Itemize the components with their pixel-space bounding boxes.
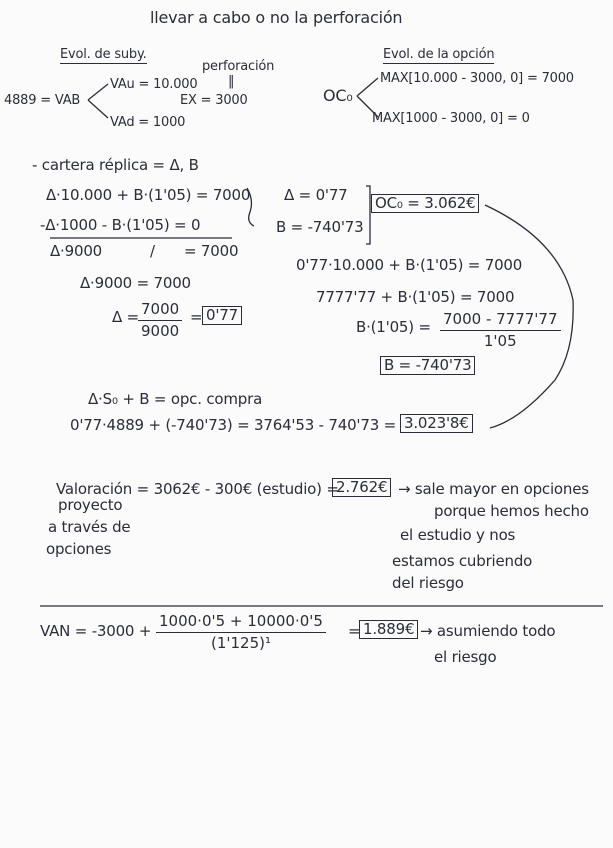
van-denominator: (1'125)¹ (210, 634, 271, 652)
delta-calc-lhs: Δ = (112, 308, 139, 326)
right-calc-numerator: 7000 - 7777'77 (440, 312, 561, 331)
valoracion-note-4: del riesgo (392, 574, 464, 592)
delta-calc-fraction (138, 302, 182, 339)
tree-left-root: 4889 = VAB (4, 93, 81, 108)
tree-left-down: VAd = 1000 (110, 115, 186, 130)
equation-1: Δ·10.000 + B·(1'05) = 7000 (46, 186, 251, 204)
delta-calc-line-1: Δ·9000 = 7000 (80, 274, 191, 292)
valoracion-left-2: a través de (48, 518, 131, 536)
cartera-replica: - cartera réplica = Δ, B (32, 156, 199, 174)
equation-3-left: Δ·9000 (50, 242, 103, 260)
right-calc-denominator: 1'05 (483, 332, 517, 350)
equation-3-slash: / (150, 242, 155, 260)
van-arrow-note: → asumiendo todo (420, 622, 556, 640)
right-calc-line-2: 7777'77 + B·(1'05) = 7000 (316, 288, 515, 306)
van-eq: = (348, 622, 361, 640)
right-header: Evol. de la opción (383, 47, 495, 62)
van-numerator: 1000·0'5 + 10000·0'5 (156, 614, 326, 633)
b-result-box: B = -740'73 (380, 356, 475, 375)
valoracion-note-2: el estudio y nos (400, 526, 516, 544)
tree-left-up: VAu = 10.000 (110, 77, 198, 92)
equation-2: -Δ·1000 - B·(1'05) = 0 (40, 216, 201, 234)
delta-calc-result-box: 0'77 (202, 306, 242, 325)
tree-right-up: MAX[10.000 - 3000, 0] = 7000 (380, 71, 574, 86)
equation-3-right: = 7000 (184, 242, 239, 260)
oc0-result-box: OC₀ = 3.062€ (371, 194, 479, 213)
valoracion-line: Valoración = 3062€ - 300€ (estudio) = (56, 480, 339, 498)
valoracion-note-1: porque hemos hecho (434, 502, 589, 520)
delta-result: Δ = 0'77 (284, 186, 348, 204)
valoracion-left-3: opciones (46, 540, 112, 558)
valoracion-arrow-note: → sale mayor en opciones (398, 480, 589, 498)
van-lhs: VAN = -3000 + (40, 622, 152, 640)
delta-calc-eq: = (190, 308, 203, 326)
right-calc-fraction (440, 312, 561, 349)
valoracion-result-box: 2.762€ (332, 478, 391, 497)
left-header: Evol. de suby. (60, 47, 147, 62)
ex-equals-mark: ‖ (228, 74, 235, 89)
valoracion-note-3: estamos cubriendo (392, 552, 533, 570)
compra-line: 0'77·4889 + (-740'73) = 3764'53 - 740'73 = (70, 416, 396, 434)
right-calc-line-1: 0'77·10.000 + B·(1'05) = 7000 (296, 256, 523, 274)
delta-calc-numerator: 7000 (138, 302, 182, 321)
perforacion-label: perforación (202, 59, 275, 74)
page-title: llevar a cabo o no la perforación (150, 8, 403, 27)
b-result: B = -740'73 (276, 218, 364, 236)
tree-right-root: OC₀ (323, 86, 353, 105)
compra-formula: Δ·S₀ + B = opc. compra (88, 390, 263, 408)
exercise-price: EX = 3000 (180, 93, 248, 108)
van-fraction (156, 614, 326, 651)
compra-result-box: 3.023'8€ (400, 414, 473, 433)
delta-calc-denominator: 9000 (141, 322, 180, 340)
van-arrow-note-2: el riesgo (434, 648, 497, 666)
right-calc-line-3-left: B·(1'05) = (356, 318, 431, 336)
valoracion-left-1: proyecto (58, 496, 123, 514)
tree-right-down: MAX[1000 - 3000, 0] = 0 (372, 111, 530, 126)
van-result-box: 1.889€ (359, 620, 418, 639)
